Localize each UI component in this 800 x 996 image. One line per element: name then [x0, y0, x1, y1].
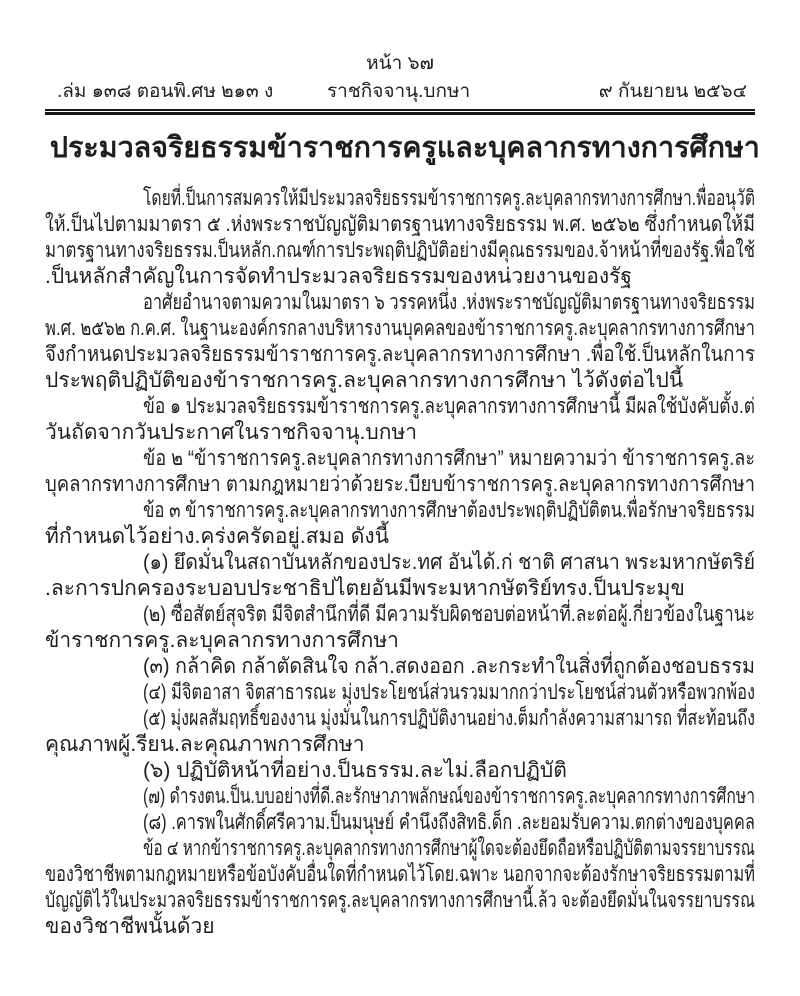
body-line-text: ของวิชาชีพตามกฎหมายหรือข้อบังคับอื่นใดที่กำหนดไว้โดย.ฉพาะ นอกจากจะต้องรักษาจริยธรรมตามที่	[45, 863, 755, 886]
body-line	[45, 628, 755, 654]
body-line	[45, 420, 755, 446]
body-line-text: บุคลากรทางการศึกษา ตามกฎหมายว่าด้วยระ.บียบข้าราชการครู.ละบุคลากรทางการศึกษา	[45, 473, 755, 496]
body-line	[45, 862, 755, 888]
body-line-text: ข้อ ๒ “ข้าราชการครู.ละบุคลากรทางการศึกษา” หมายความว่า ข้าราชการครู.ละ	[143, 447, 755, 470]
body-line	[45, 914, 755, 940]
body-line	[45, 394, 755, 420]
body-line	[45, 602, 755, 628]
body-line	[45, 836, 755, 862]
body-line-text: (๑) ยึดมั่นในสถาบันหลักของประ.ทศ อันได้.ก่ ชาติ ศาสนา พระมหากษัตริย์	[143, 551, 755, 574]
gazette-name: ราชกิจจานุ.บกษา	[326, 81, 471, 102]
body-line-text: ที่กำหนดไว้อย่าง.คร่งครัดอยู่.สมอ ดังนี้	[45, 525, 389, 548]
document-body	[45, 186, 755, 940]
body-line-text: (๖) ปฏิบัติหน้าที่อย่าง.ป็นธรรม.ละไม่.ลือกปฏิบัติ	[143, 759, 567, 782]
masthead-divider	[45, 109, 755, 115]
body-line	[45, 680, 755, 706]
masthead	[45, 76, 755, 104]
body-line-text: ข้าราชการครู.ละบุคลากรทางการศึกษา	[45, 629, 399, 652]
body-line	[45, 654, 755, 680]
body-line-text: (๔) มีจิตอาสา จิตสาธารณะ มุ่งประโยชน์ส่วนรวมมากกว่าประโยชน์ส่วนตัวหรือพวกพ้อง	[143, 681, 755, 704]
body-line-text: พ.ศ. ๒๕๖๒ ก.ค.ศ. ในฐานะองค์กรกลางบริหารงานบุคคลของข้าราชการครู.ละบุคลากรทางการศึกษา	[45, 317, 755, 340]
body-line	[45, 732, 755, 758]
body-line-text: คุณภาพผู้.รียน.ละคุณภาพการศึกษา	[45, 733, 365, 756]
body-line	[45, 316, 755, 342]
body-line	[45, 238, 755, 264]
body-line	[45, 784, 755, 810]
body-line-text: ข้อ ๓ ข้าราชการครู.ละบุคลากรทางการศึกษาต้องประพฤติปฏิบัติตน.พื่อรักษาจริยธรรม	[143, 499, 755, 522]
body-line-text: (๗) ดำรงตน.ป็น.บบอย่างที่ดี.ละรักษาภาพลักษณ์ของข้าราชการครู.ละบุคลากรทางการศึกษา	[143, 785, 755, 808]
body-line-text: ให้.ป็นไปตามมาตรา ๕ .ห่งพระราชบัญญัติมาตรฐานทางจริยธรรม พ.ศ. ๒๕๖๒ ซึ่งกำหนดให้มี	[45, 213, 755, 236]
body-line-text: ข้อ ๑ ประมวลจริยธรรมข้าราชการครู.ละบุคลากรทางการศึกษานี้ มีผลใช้บังคับตั้ง.ต่	[143, 395, 755, 418]
publication-date: ๙ กันยายน ๒๕๖๔	[598, 81, 747, 102]
body-line-text: จึงกำหนดประมวลจริยธรรมข้าราชการครู.ละบุคลากรทางการศึกษา .พื่อใช้.ป็นหลักในการ	[45, 343, 755, 366]
body-line	[45, 550, 755, 576]
body-line-text: .ป็นหลักสำคัญในการจัดทำประมวลจริยธรรมของหน่วยงานของรัฐ	[45, 265, 632, 288]
body-line	[45, 368, 755, 394]
body-line-text: วันถัดจากวันประกาศในราชกิจจานุ.บกษา	[45, 421, 418, 444]
body-line	[45, 212, 755, 238]
body-line	[45, 888, 755, 914]
body-line	[45, 186, 755, 212]
body-line	[45, 524, 755, 550]
body-line	[45, 576, 755, 602]
body-line-text: (๘) .คารพในศักดิ์ศรีความ.ป็นมนุษย์ คำนึงถึงสิทธิ.ด็ก .ละยอมรับความ.ตกต่างของบุคคล	[143, 811, 755, 834]
body-line-text: โดยที่.ป็นการสมควรให้มีประมวลจริยธรรมข้าราชการครู.ละบุคลากรทางการศึกษา.พื่ออนุวัติ	[143, 187, 755, 210]
body-line	[45, 446, 755, 472]
body-line	[45, 810, 755, 836]
body-line-text: มาตรฐานทางจริยธรรม.ป็นหลัก.กณฑ์การประพฤติปฏิบัติอย่างมีคุณธรรมของ.จ้าหน้าที่ของรัฐ.พื่อใช้	[45, 239, 755, 262]
body-line-text: ประพฤติปฏิบัติของข้าราชการครู.ละบุคลากรทางการศึกษา ไว้ดังต่อไปนี้	[45, 369, 684, 392]
page-number: หน้า ๖๗	[366, 53, 434, 74]
document-title-text: ประมวลจริยธรรมข้าราชการครูและบุคลากรทางการศึกษา	[49, 132, 760, 164]
volume-issue: .ล่ม ๑๓๘ ตอนพิ.ศษ ๒๑๓ ง	[57, 81, 274, 102]
body-line	[45, 342, 755, 368]
body-line-text: (๓) กล้าคิด กล้าตัดสินใจ กล้า.สดงออก .ละกระทำในสิ่งที่ถูกต้องชอบธรรม	[143, 655, 755, 678]
body-line-text: .ละการปกครองระบอบประชาธิปไตยอันมีพระมหากษัตริย์ทรง.ป็นประมุข	[45, 577, 685, 600]
body-line-text: ของวิชาชีพนั้นด้วย	[45, 915, 215, 938]
body-line	[45, 290, 755, 316]
body-line	[45, 706, 755, 732]
document-title	[45, 128, 760, 170]
body-line-text: (๕) มุ่งผลสัมฤทธิ์ของงาน มุ่งมั่นในการปฏิบัติงานอย่าง.ต็มกำลังความสามารถ ที่สะท้อนถึง	[143, 707, 755, 730]
body-line	[45, 472, 755, 498]
body-line-text: อาศัยอำนาจตามความในมาตรา ๖ วรรคหนึ่ง .ห่งพระราชบัญญัติมาตรฐานทางจริยธรรม	[143, 291, 755, 314]
body-line	[45, 498, 755, 524]
body-line	[45, 758, 755, 784]
body-line	[45, 264, 755, 290]
body-line-text: (๒) ซื่อสัตย์สุจริต มีจิตสำนึกที่ดี มีความรับผิดชอบต่อหน้าที่.ละต่อผู้.กี่ยวข้องในฐานะ	[143, 603, 755, 626]
body-line-text: ข้อ ๔ หากข้าราชการครู.ละบุคลากรทางการศึกษาผู้ใดจะต้องยึดถือหรือปฏิบัติตามจรรยาบรรณ	[143, 837, 755, 860]
body-line-text: บัญญัติไว้ในประมวลจริยธรรมข้าราชการครู.ละบุคลากรทางการศึกษานี้.ล้ว จะต้องยึดมั่นในจรรยาบรรณ	[45, 889, 755, 912]
